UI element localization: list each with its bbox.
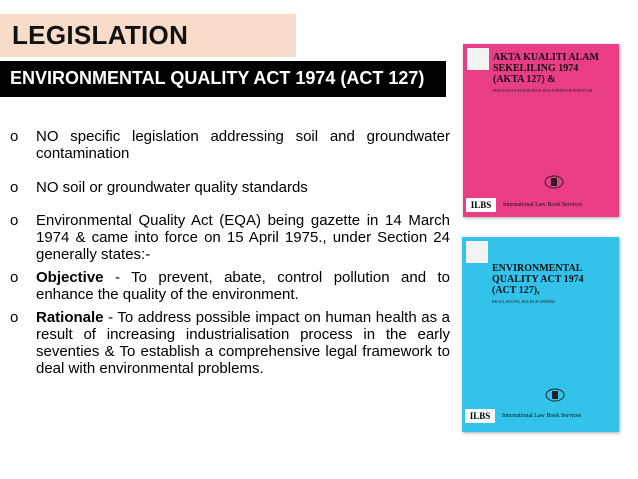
bullet-marker: o — [10, 128, 19, 145]
book-cover-malay — [463, 44, 619, 217]
book-title-line: SEKELILING 1974 — [493, 63, 579, 74]
book-publisher: International Law Book Services — [503, 202, 583, 208]
bullet-text: Environmental Quality Act (EQA) being gazette in 14 March 1974 & came into force on 15 April 1975., under Section 24 generally states:- — [36, 212, 450, 263]
bullet-text: NO specific legislation addressing soil and groundwater contamination — [36, 128, 450, 162]
book-title-line: QUALITY ACT 1974 — [492, 274, 584, 285]
bullet-keyword: Objective — [36, 269, 104, 286]
publisher-badge: ILBS — [466, 198, 496, 212]
cover-label — [467, 48, 489, 70]
page-title: LEGISLATION — [12, 20, 189, 50]
book-title-line: AKTA KUALITI ALAM — [493, 52, 599, 63]
bullet-list — [10, 128, 450, 377]
page-subtitle: ENVIRONMENTAL QUALITY ACT 1974 (ACT 127) — [10, 68, 425, 88]
book-title-line: ENVIRONMENTAL — [492, 263, 583, 274]
cover-label — [466, 241, 488, 263]
book-title — [493, 52, 599, 85]
book-subtitle: REGULATIONS, RULES & ORDERS — [492, 299, 556, 304]
publisher-badge: ILBS — [465, 409, 495, 423]
bullet-keyword: Rationale — [36, 309, 104, 326]
bullet-item — [10, 212, 450, 263]
bullet-marker: o — [10, 212, 19, 229]
bullet-text: - To address possible impact on human health as a result of increasing industrialisation process in the early seventies & To establish a comprehensive legal framework to deal with environmental problems. — [36, 309, 450, 377]
bullet-item — [10, 128, 450, 162]
book-title-line: (ACT 127), — [492, 285, 540, 296]
book-subtitle: PERATURAN-PERATURAN DAN PERINTAH-PERINTAH — [493, 88, 593, 93]
book-title — [492, 263, 584, 296]
bullet-marker: o — [10, 309, 19, 326]
bullet-item — [10, 179, 450, 196]
book-publisher: International Law Book Services — [502, 413, 582, 419]
book-title-line: (AKTA 127) & — [493, 74, 556, 85]
bullet-marker: o — [10, 179, 19, 196]
bullet-marker: o — [10, 269, 19, 286]
bullet-text: - To prevent, abate, control pollution and to enhance the quality of the environment. — [36, 269, 450, 303]
crest-icon — [543, 174, 565, 190]
bullet-item — [10, 269, 450, 303]
crest-icon — [544, 387, 566, 403]
bullet-item — [10, 309, 450, 377]
bullet-text: NO soil or groundwater quality standards — [36, 179, 308, 196]
book-cover-english — [462, 237, 619, 432]
